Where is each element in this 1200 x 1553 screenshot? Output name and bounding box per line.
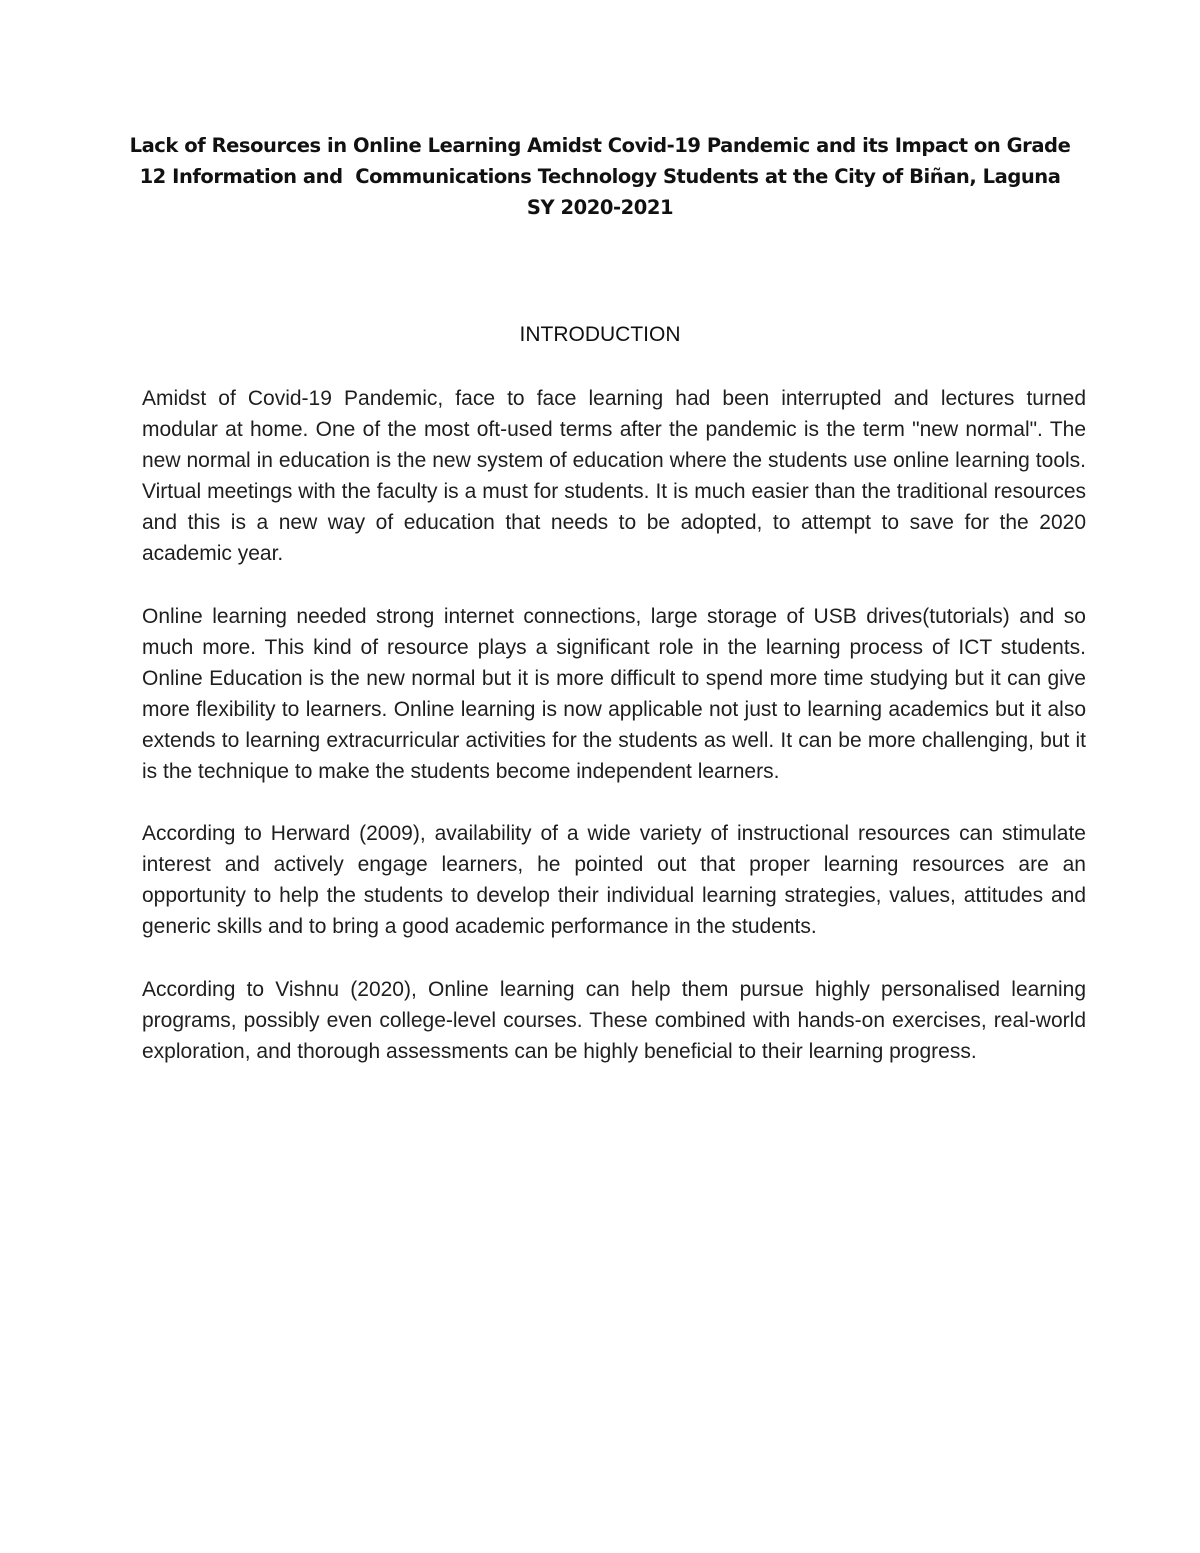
section-heading-introduction: INTRODUCTION [519,323,681,346]
paragraph-4: According to Vishnu (2020), Online learning can help them pursue highly personalised learning programs, possibly even college-level courses. These combined with hands-on exercises, real-world exploration, and thorough assessments can be highly beneficial to their learning progress. [142,977,1086,1063]
paragraph-3: According to Herward (2009), availability of a wide variety of instructional resources can stimulate interest and actively engage learners, he pointed out that proper learning resources are an opportunity to help the students to develop their individual learning strategies, values, attitudes and generic skills and to bring a good academic performance in the students. [142,822,1086,939]
title-line-2: 12 Information and Communications Technology Students at the City of Biñan, Laguna [139,165,1061,188]
document-title [120,130,1080,223]
document-body [142,383,1086,1098]
title-line-1: Lack of Resources in Online Learning Amidst Covid-19 Pandemic and its Impact on Grade [129,134,1071,157]
paragraph-1: Amidst of Covid-19 Pandemic, face to face learning had been interrupted and lectures turned modular at home. One of the most oft-used terms after the pandemic is the term "new normal". The new normal in education is the new system of education where the students use online learning tools. Virtual meetings with the faculty is a must for students. It is much easier than the traditional resources and this is a new way of education that needs to be adopted, to attempt to save for the 2020 academic year. [142,387,1086,566]
paragraph-2: Online learning needed strong internet connections, large storage of USB drives(tutorials) and so much more. This kind of resource plays a significant role in the learning process of ICT students. Online Education is the new normal but it is more difficult to spend more time studying but it can give more flexibility to learners. Online learning is now applicable not just to learning academics but it also extends to learning extracurricular activities for the students as well. It can be more challenging, but it is the technique to make the students become independent learners. [142,604,1086,784]
title-line-3: SY 2020-2021 [526,196,674,219]
